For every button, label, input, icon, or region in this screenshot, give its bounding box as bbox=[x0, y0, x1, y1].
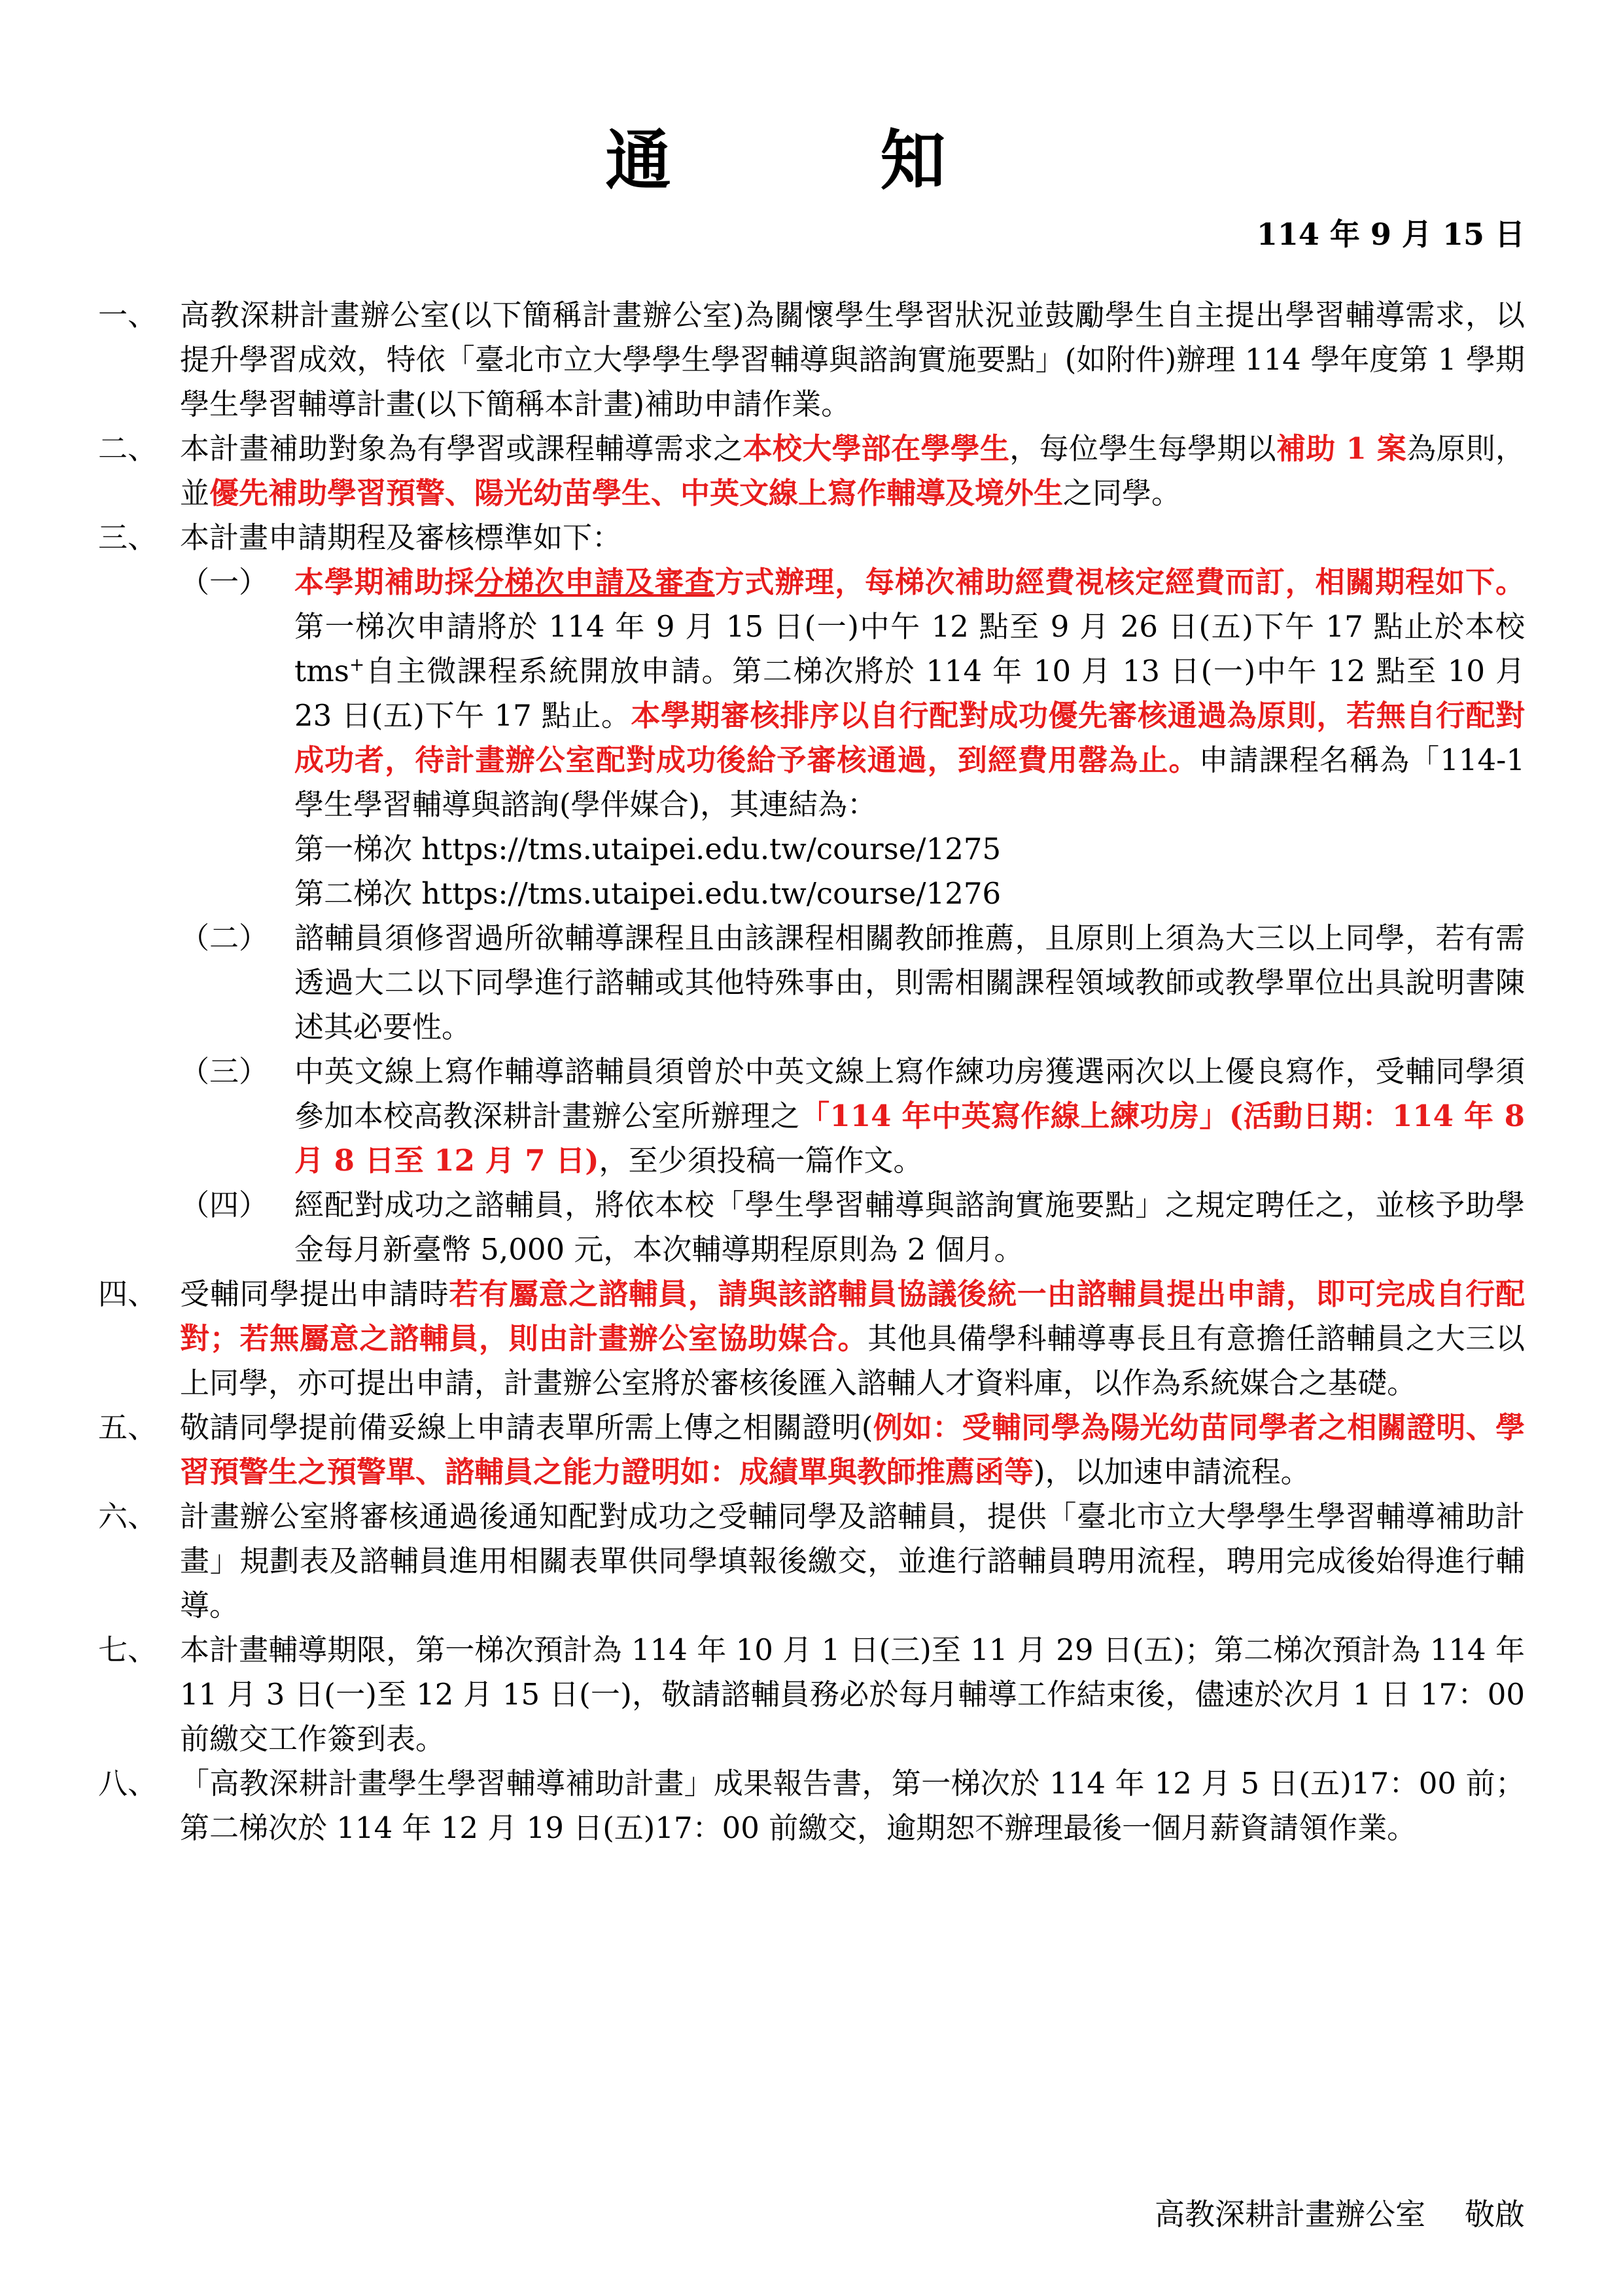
item-text: 本計畫輔導期限，第一梯次預計為 114 年 10 月 1 日(三)至 11 月 29 日(五)；第二梯次預計為 114 年 11 月 3 日(一)至 12 月 15 日(一)，敬請諮輔員務必於每月輔導工作結束後，儘速於次月 1 日 17：00 前繳交工作簽到表。 bbox=[180, 1633, 1525, 1756]
highlight-text: 若有屬意之諮輔員，請與該諮輔員協議後統一由諮輔員提出申請，即可完成自行配對；若無屬意之諮輔員，則由計畫辦公室協助媒合。 bbox=[180, 1277, 1525, 1356]
subitem-number: （二） bbox=[180, 921, 269, 955]
item-number: 四、 bbox=[98, 1277, 158, 1311]
item-3 bbox=[98, 516, 1525, 560]
highlight-text: 「114 年中英寫作線上練功房」(活動日期：114 年 8 月 8 日至 12 月 7 日) bbox=[294, 1099, 1525, 1178]
subitem-1 bbox=[98, 560, 1525, 916]
item-text: 自主微課程系統開放申請。第二梯次將於 114 年 10 月 13 日(一)中午 12 點至 10 月 23 日(五)下午 17 點止。 bbox=[294, 654, 1525, 733]
item-text: 敬請同學提前備妥線上申請表單所需上傳之相關證明( bbox=[180, 1410, 873, 1445]
item-text: 申請課程名稱為「114-1 學生學習輔導與諮詢(學伴媒合)，其連結為： bbox=[294, 743, 1525, 822]
notice-body bbox=[98, 293, 1525, 1850]
item-text: 受輔同學提出申請時 bbox=[180, 1277, 449, 1311]
item-text: 計畫辦公室將審核通過後通知配對成功之受輔同學及諮輔員，提供「臺北市立大學學生學習輔導補助計畫」規劃表及諮輔員進用相關表單供同學填報後繳交，並進行諮輔員聘用流程，聘用完成後始得進行輔導。 bbox=[180, 1499, 1525, 1623]
highlight-text: 補助 1 案 bbox=[1276, 431, 1407, 466]
highlight-text: 本校大學部在學學生 bbox=[742, 431, 1010, 466]
item-text: 諮輔員須修習過所欲輔導課程且由該課程相關教師推薦，且原則上須為大三以上同學，若有需透過大二以下同學進行諮輔或其他特殊事由，則需相關課程領域教師或教學單位出具說明書陳述其必要性。 bbox=[294, 921, 1525, 1044]
signature-org: 高教深耕計畫辦公室 bbox=[1155, 2197, 1425, 2232]
item-text: 高教深耕計畫辦公室(以下簡稱計畫辦公室)為關懷學生學習狀況並鼓勵學生自主提出學習輔導需求，以提升學習成效，特依「臺北市立大學學生學習輔導與諮詢實施要點」(如附件)辦理 114 學年度第 1 學期學生學習輔導計畫(以下簡稱本計畫)補助申請作業。 bbox=[180, 298, 1525, 421]
item-text: ，每位學生每學期以 bbox=[1009, 431, 1276, 466]
subitem-number: （四） bbox=[180, 1188, 269, 1222]
subitem-3 bbox=[98, 1050, 1525, 1183]
subitem-number: （一） bbox=[180, 565, 269, 599]
signature bbox=[1155, 2191, 1525, 2234]
item-2 bbox=[98, 427, 1525, 516]
item-number: 二、 bbox=[98, 431, 158, 466]
course-link-1[interactable]: 第一梯次 https://tms.utaipei.edu.tw/course/1275 bbox=[294, 832, 1002, 866]
item-4 bbox=[98, 1272, 1525, 1405]
highlight-text: 方式辦理，每梯次補助經費視核定經費而訂，相關期程如下。 bbox=[714, 565, 1525, 599]
item-text: 第一梯次申請將於 114 年 9 月 15 日(一)中午 12 點至 9 月 26 日(五)下午 17 點止於本校 tms bbox=[294, 609, 1525, 688]
subitem-4 bbox=[98, 1183, 1525, 1272]
course-link-2[interactable]: 第二梯次 https://tms.utaipei.edu.tw/course/1276 bbox=[294, 876, 1002, 911]
item-number: 五、 bbox=[98, 1410, 158, 1445]
item-text: 本計畫申請期程及審核標準如下： bbox=[180, 520, 622, 555]
item-text: 之同學。 bbox=[1063, 476, 1181, 510]
item-text: 其他具備學科輔導專長且有意擔任諮輔員之大三以上同學，亦可提出申請，計畫辦公室將於審核後匯入諮輔人才資料庫，以作為系統媒合之基礎。 bbox=[180, 1321, 1525, 1400]
highlight-text: 優先補助學習預警、陽光幼苗學生、中英文線上寫作輔導及境外生 bbox=[209, 476, 1064, 510]
highlight-text: 例如：受輔同學為陽光幼苗同學者之相關證明、學習預警生之預警單、諮輔員之能力證明如：成績單與教師推薦函等 bbox=[180, 1410, 1525, 1489]
item-5 bbox=[98, 1405, 1525, 1494]
item-number: 三、 bbox=[98, 520, 158, 555]
highlight-text: 本學期補助採 bbox=[294, 565, 475, 599]
superscript: + bbox=[349, 654, 365, 675]
item-7 bbox=[98, 1628, 1525, 1761]
item-6 bbox=[98, 1494, 1525, 1628]
item-number: 八、 bbox=[98, 1766, 158, 1801]
item-text: 經配對成功之諮輔員，將依本校「學生學習輔導與諮詢實施要點」之規定聘任之，並核予助學金每月新臺幣 5,000 元，本次輔導期程原則為 2 個月。 bbox=[294, 1188, 1525, 1267]
notice-date: 114 年 9 月 15 日 bbox=[1256, 217, 1525, 252]
item-1 bbox=[98, 293, 1525, 427]
subitem-number: （三） bbox=[180, 1054, 269, 1089]
subitem-2 bbox=[98, 916, 1525, 1050]
signature-close: 敬啟 bbox=[1465, 2197, 1525, 2232]
item-number: 一、 bbox=[98, 298, 158, 332]
item-number: 六、 bbox=[98, 1499, 158, 1534]
item-text: ，至少須投稿一篇作文。 bbox=[599, 1143, 923, 1178]
page-title: 通 知 bbox=[605, 122, 1018, 199]
item-8 bbox=[98, 1761, 1525, 1850]
item-text: 本計畫補助對象為有學習或課程輔導需求之 bbox=[180, 431, 743, 466]
highlight-underlined-text: 分梯次申請及審查 bbox=[474, 565, 715, 599]
item-text: 為原則，並 bbox=[180, 431, 1525, 510]
highlight-text: 本學期審核排序以自行配對成功優先審核通過為原則，若無自行配對成功者，待計畫辦公室配對成功後給予審核通過，到經費用罄為止。 bbox=[294, 698, 1525, 777]
item-text: )，以加速申請流程。 bbox=[1034, 1455, 1310, 1489]
item-text: 「高教深耕計畫學生學習輔導補助計畫」成果報告書，第一梯次於 114 年 12 月 5 日(五)17：00 前；第二梯次於 114 年 12 月 19 日(五)17：00 前繳交，逾期恕不辦理最後一個月薪資請領作業。 bbox=[180, 1766, 1525, 1845]
item-number: 七、 bbox=[98, 1633, 158, 1667]
item-text: 中英文線上寫作輔導諮輔員須曾於中英文線上寫作練功房獲選兩次以上優良寫作，受輔同學須參加本校高教深耕計畫辦公室所辦理之 bbox=[294, 1054, 1525, 1133]
